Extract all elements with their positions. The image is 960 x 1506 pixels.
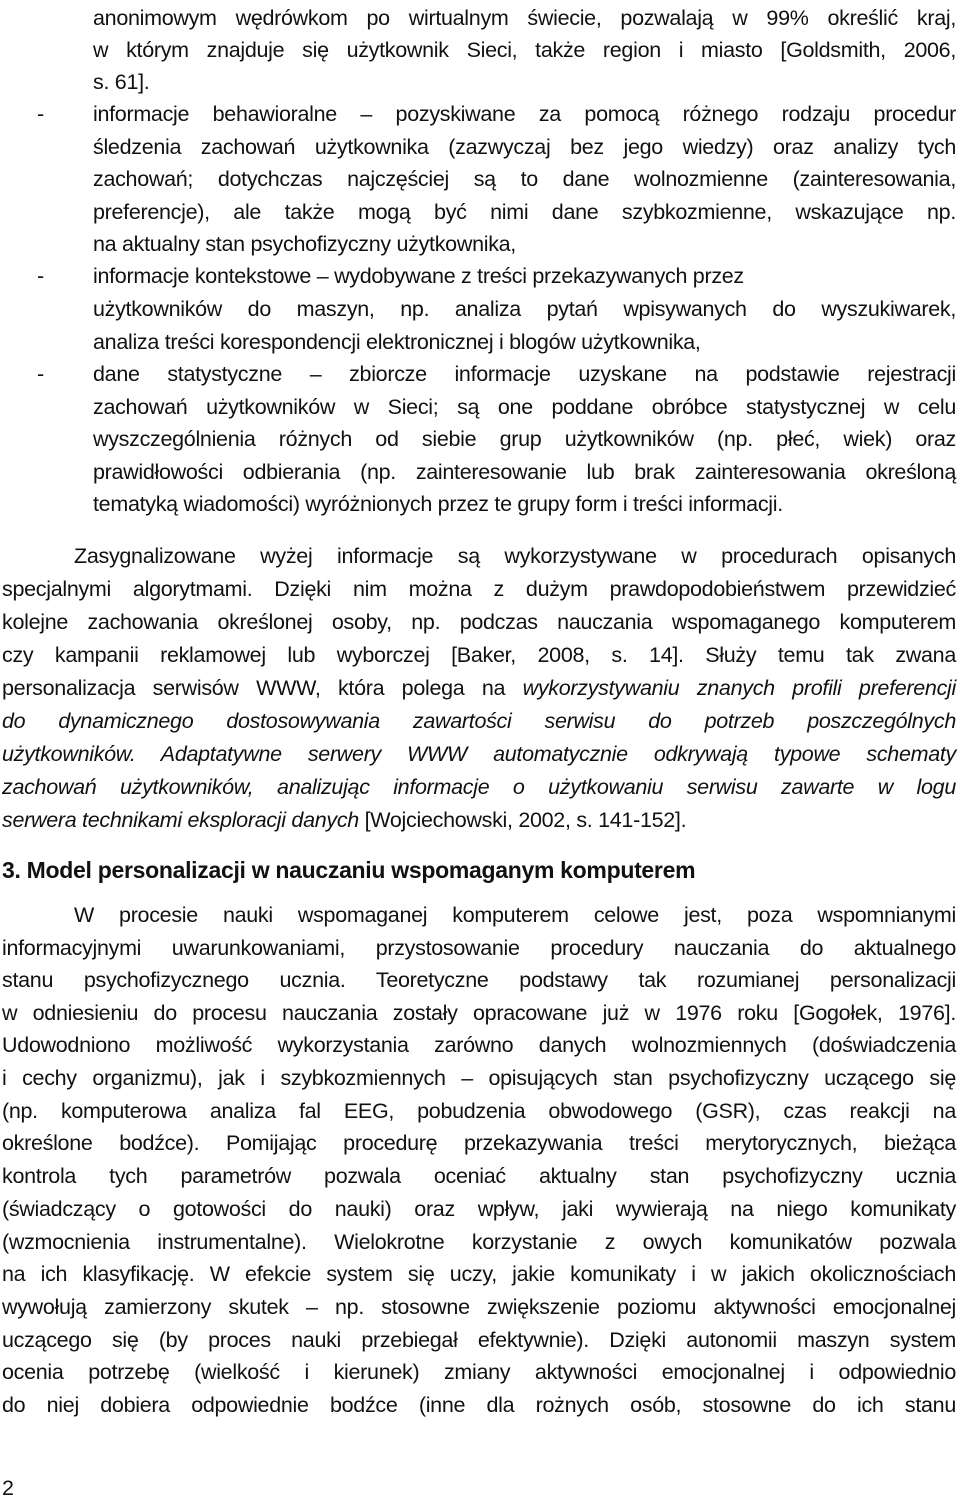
paragraph-1-line-7-italic: użytkowników. Adaptatywne serwery WWW automatycznie odkrywają typowe schematy: [2, 742, 956, 766]
paragraph-2-line-7: (np. komputerowa analiza fal EEG, pobudzenia obwodowego (GSR), czas reakcji na: [2, 1099, 956, 1123]
list-item-3-line-2: zachowań użytkowników w Sieci; są one poddane obróbce statystycznej w celu: [93, 395, 956, 419]
list-item-1-line-2: śledzenia zachowań użytkownika (zazwyczaj bez jego wiedzy) oraz analizy tych: [93, 135, 956, 159]
paragraph-2-line-6: i cechy organizmu), jak i szybkozmiennych – opisujących stan psychofizyczny uczącego się: [2, 1066, 956, 1090]
paragraph-2-line-11: (wzmocnienia instrumentalne). Wielokrotne korzystanie z owych komunikatów pozwala: [2, 1230, 956, 1254]
paragraph-1-line-9-plain: [Wojciechowski, 2002, s. 141-152].: [358, 808, 687, 832]
paragraph-1-line-5: [2, 678, 956, 700]
page-number: 2: [2, 1476, 14, 1500]
list-item-2-line-3: analiza treści korespondencji elektronicznej i blogów użytkownika,: [93, 330, 701, 354]
paragraph-2-line-10: (świadczący o gotowości do nauki) oraz wpływ, jaki wywierają na niego komunikaty: [2, 1197, 956, 1221]
paragraph-1-line-7: [2, 744, 956, 766]
paragraph-2-line-4: w odniesieniu do procesu nauczania zostały opracowane już w 1976 roku [Gogołek, 1976].: [2, 1001, 956, 1025]
paragraph-1-line-1: Zasygnalizowane wyżej informacje są wykorzystywane w procedurach opisanych: [74, 544, 956, 568]
paragraph-2-line-5: Udowodniono możliwość wykorzystania zarówno danych wolnozmiennych (doświadczenia: [2, 1033, 956, 1057]
paragraph-2-line-15: ocenia potrzebę (wielkość i kierunek) zmiany aktywności emocjonalnej i odpowiednio: [2, 1360, 956, 1384]
paragraph-1-line-8: [2, 777, 956, 799]
paragraph-1-line-9-italic: serwera technikami eksploracji danych: [2, 808, 359, 832]
list-bullet-dash: -: [37, 362, 44, 386]
paragraph-1-line-4: czy kampanii reklamowej lub wyborczej [Baker, 2008, s. 14]. Służy temu tak zwana: [2, 643, 956, 667]
list-item-1-line-3: zachowań; dotychczas najczęściej są to dane wolnozmienne (zainteresowania,: [93, 167, 956, 191]
list-continued-line-1: anonimowym wędrówkom po wirtualnym świecie, pozwalają w 99% określić kraj,: [93, 6, 956, 30]
paragraph-1-line-6: [2, 711, 956, 733]
list-item-3-line-4: prawidłowości odbierania (np. zainteresowanie lub brak zainteresowania określoną: [93, 460, 956, 484]
paragraph-1-line-3: kolejne zachowania określonej osoby, np. podczas nauczania wspomaganego komputerem: [2, 610, 956, 634]
list-continued-line-2: w którym znajduje się użytkownik Sieci, także region i miasto [Goldsmith, 2006,: [93, 38, 956, 62]
list-item-2-line-1: informacje kontekstowe – wydobywane z treści przekazywanych przez: [93, 264, 744, 288]
paragraph-1-line-6-italic: do dynamicznego dostosowywania zawartości serwisu do potrzeb poszczególnych: [2, 709, 956, 733]
section-heading: 3. Model personalizacji w nauczaniu wspomaganym komputerem: [2, 857, 696, 883]
paragraph-2-line-12: na ich klasyfikację. W efekcie system się uczy, jakie komunikaty i w jakich okolicznościach: [2, 1262, 956, 1286]
list-item-2-line-2: użytkowników do maszyn, np. analiza pytań wpisywanych do wyszukiwarek,: [93, 297, 956, 321]
paragraph-2-line-16: do niej dobiera odpowiednie bodźce (inne dla rożnych osób, stosowne do ich stanu: [2, 1393, 956, 1417]
paragraph-1-line-5-italic: wykorzystywaniu znanych profili preferencji: [522, 676, 956, 700]
paragraph-2-line-8: określone bodźce). Pomijając procedurę przekazywania treści merytorycznych, bieżąca: [2, 1131, 956, 1155]
paragraph-2-line-3: stanu psychofizycznego ucznia. Teoretyczne podstawy tak rozumianej personalizacji: [2, 968, 956, 992]
list-continued-line-3: s. 61].: [93, 70, 150, 94]
list-item-1-line-4: preferencje), ale także mogą być nimi dane szybkozmienne, wskazujące np.: [93, 200, 956, 224]
list-item-3-line-5: tematyką wiadomości) wyróżnionych przez te grupy form i treści informacji.: [93, 492, 783, 516]
paragraph-2-line-9: kontrola tych parametrów pozwala oceniać aktualny stan psychofizyczny ucznia: [2, 1164, 956, 1188]
list-item-3-line-1: dane statystyczne – zbiorcze informacje uzyskane na podstawie rejestracji: [93, 362, 956, 386]
paragraph-2-line-2: informacyjnymi uwarunkowaniami, przystosowanie procedury nauczania do aktualnego: [2, 936, 956, 960]
list-item-1-line-5: na aktualny stan psychofizyczny użytkownika,: [93, 232, 516, 256]
paragraph-2-line-14: uczącego się (by proces nauki przebiegał efektywnie). Dzięki autonomii maszyn system: [2, 1328, 956, 1352]
paragraph-1-line-5-plain: personalizacja serwisów WWW, która polega na: [2, 676, 523, 700]
list-item-1-line-1: informacje behawioralne – pozyskiwane za pomocą różnego rodzaju procedur: [93, 102, 956, 126]
paragraph-1-line-9: [2, 810, 686, 832]
paragraph-1-line-8-italic: zachowań użytkowników, analizując informacje o użytkowaniu serwisu zawarte w logu: [2, 775, 956, 799]
paragraph-2-line-1: W procesie nauki wspomaganej komputerem celowe jest, poza wspomnianymi: [74, 903, 956, 927]
list-bullet-dash: -: [37, 264, 44, 288]
paragraph-1-line-2: specjalnymi algorytmami. Dzięki nim można z dużym prawdopodobieństwem przewidzieć: [2, 577, 956, 601]
list-bullet-dash: -: [37, 102, 44, 126]
paragraph-2-line-13: wywołują zamierzony skutek – np. stosowne zwiększenie poziomu aktywności emocjonalnej: [2, 1295, 956, 1319]
list-item-3-line-3: wyszczególnienia różnych od siebie grup użytkowników (np. płeć, wiek) oraz: [93, 427, 956, 451]
